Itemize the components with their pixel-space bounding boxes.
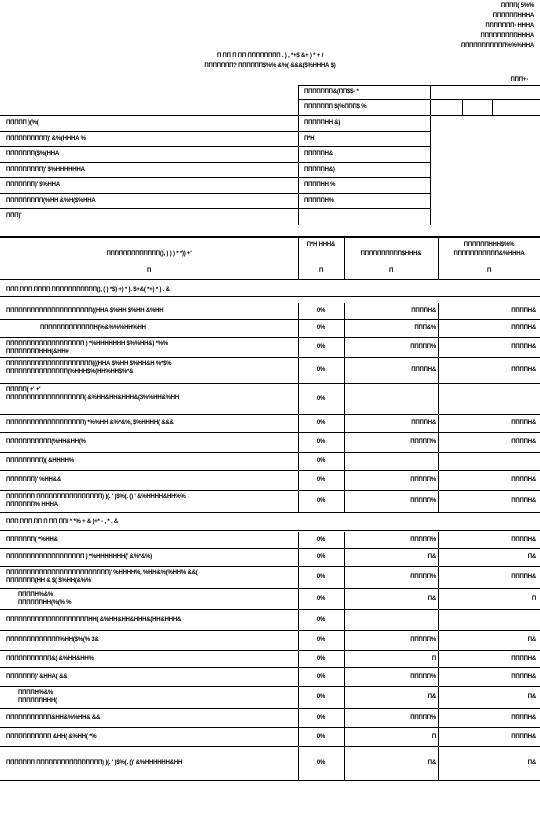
table-rule	[344, 650, 345, 667]
table-rule	[344, 588, 345, 609]
table-rule	[0, 490, 540, 491]
row-label-continued: ППППППППППППППППППП( &%НН&НН&ННН&(3%%НН&%НН	[6, 395, 180, 401]
header-right-line: ПППП( 5%%	[500, 3, 534, 9]
table-rule	[438, 414, 439, 432]
info-mid-label: П*Н	[304, 136, 315, 142]
table-rule	[438, 303, 439, 319]
row-previous-value: П&	[527, 637, 536, 643]
row-label: ППППППППП)( &НННН%	[6, 458, 74, 464]
table-rule	[438, 432, 439, 452]
table-rule	[438, 686, 439, 708]
info-mid-label: ППППНН %	[304, 182, 336, 188]
table-rule	[344, 490, 345, 512]
row-label: ППППППП( *%НН&	[6, 537, 58, 543]
row-label: ПППППППППППППН(%&%%%НН%НН	[40, 325, 146, 331]
info-right-label: ППППППП&(ПП$$- *	[304, 89, 359, 95]
table-rule	[344, 667, 345, 686]
row-previous-value: ППППН&	[511, 477, 536, 483]
row-previous-value: ППППН&	[511, 344, 536, 350]
table-rule	[438, 452, 439, 470]
row-current-value: ППППП%	[410, 498, 436, 504]
row-previous-value: ППППН&	[511, 439, 536, 445]
row-label-continued: ППППППНН(%(% %	[18, 600, 72, 606]
row-label: ППППН%&%	[18, 592, 53, 598]
table-rule	[438, 746, 439, 780]
row-previous-value: ППППН&	[511, 714, 536, 721]
row-label-continued: ППППППП(НН & $( $%НН(&%%	[6, 578, 92, 584]
table-rule	[0, 512, 540, 513]
info-right-label: ППППППП $(%ППП$ %	[304, 104, 367, 110]
table-rule	[344, 727, 345, 746]
table-rule	[0, 588, 540, 589]
row-current-value: ППППП%	[410, 574, 436, 580]
table-rule	[438, 727, 439, 746]
section-heading: ППП ППП ПП П ПП ПП/ * *% + & )+* - , * . &	[6, 519, 119, 525]
section-heading: ППП ППП ПППП ППППППППППП(), ( ) *$) +) * ). $+&( *+) * ) . &	[6, 287, 170, 293]
table-rule	[0, 727, 540, 728]
table-rule	[438, 470, 439, 490]
table-rule	[0, 296, 540, 297]
table-rule	[344, 532, 345, 548]
table-rule	[438, 337, 439, 357]
table-rule	[344, 746, 345, 780]
row-code: 0%	[316, 439, 326, 445]
row-current-value: ППППП%	[410, 714, 436, 721]
row-current-value: ППППП%	[410, 637, 436, 643]
row-current-value: ППП&%	[414, 325, 436, 331]
row-label: ППППН%&%	[18, 690, 53, 696]
table-rule	[0, 667, 540, 668]
row-code: 0%	[316, 673, 326, 680]
row-previous-value: ППППН&	[511, 655, 536, 662]
row-code: 0%	[316, 616, 326, 623]
table-rule	[344, 337, 345, 357]
table-rule	[0, 530, 540, 531]
row-current-value: ППППП%	[410, 537, 436, 543]
row-previous-value: ППППН&	[511, 498, 536, 504]
table-rule	[0, 279, 540, 280]
row-code: 0%	[316, 420, 326, 426]
table-rule	[0, 686, 540, 687]
table-rule	[0, 566, 540, 567]
table-rule	[0, 708, 540, 709]
row-previous-value: ППППН&	[511, 733, 536, 740]
row-code: 0%	[316, 498, 326, 504]
row-code: 0%	[316, 458, 326, 464]
table-rule	[344, 357, 345, 383]
row-label: ППППППППППППППППППП ) *%ННННННН $%%НН&) *%%	[6, 341, 169, 347]
table-rule	[344, 236, 345, 279]
row-label: ППППППППППППП%НН($%(% 3&	[6, 637, 99, 643]
table-rule	[438, 532, 439, 548]
row-code: 0%	[316, 477, 326, 483]
col-header-previous: ППППППННН$%% ППППППППППП&%НННА	[453, 242, 525, 257]
table-rule	[344, 303, 345, 319]
table-rule	[0, 630, 540, 631]
info-left-label: ПППППППППП)' &%(НННА %	[6, 136, 86, 142]
col-header-sub: П	[388, 268, 394, 274]
table-rule	[0, 780, 540, 781]
table-rule	[344, 609, 345, 630]
row-label-continued: ППППППППППППППП(%ННН$%(НН%НН$%*&	[6, 369, 134, 375]
row-code: 0%	[316, 344, 326, 350]
row-current-value: П	[431, 733, 436, 740]
info-mid-label: ПППППН&	[304, 151, 333, 157]
table-rule	[344, 566, 345, 588]
row-previous-value: П	[531, 595, 536, 602]
table-rule	[438, 609, 439, 630]
document-title: П ПП П ПП ПППППППП . ) , *+$ &+ ) * + /	[216, 53, 324, 59]
table-rule	[0, 548, 540, 549]
table-rule	[344, 319, 345, 337]
table-rule	[0, 383, 540, 384]
col-header-sub: П	[486, 268, 492, 274]
info-left-label: ППППППП($%(ННА	[6, 151, 60, 157]
row-code: 0%	[316, 395, 326, 402]
table-rule	[438, 490, 439, 512]
table-rule	[0, 319, 540, 320]
table-rule	[344, 686, 345, 708]
row-previous-value: П&	[527, 694, 536, 700]
row-label: ППППППППППППППППППППНН( &%НН&НН&ННН&(НН&ННН&	[6, 616, 182, 623]
row-current-value: ППППП%	[410, 477, 436, 483]
table-rule	[438, 383, 439, 414]
info-mid-label: ПППППН%	[304, 198, 334, 204]
header-right-line: ППППППП- НННА	[485, 23, 534, 29]
row-label: ППППППППППППППППППППП(((ННА $%НН $%НН&Н %*$%	[6, 361, 172, 367]
table-rule	[344, 548, 345, 566]
table-rule	[0, 432, 540, 433]
row-previous-value: ППППН&	[511, 537, 536, 543]
row-code: 0%	[316, 733, 326, 740]
row-previous-value: ППППН&	[511, 367, 536, 373]
table-rule	[344, 630, 345, 650]
row-code: 0%	[316, 537, 326, 543]
col-header-current: ПППППППППП$ННН&	[360, 251, 422, 257]
info-left-label: ППППППППП)' $%ННННННА	[6, 167, 85, 173]
table-rule	[438, 708, 439, 727]
row-code: 0%	[316, 308, 326, 314]
table-rule	[438, 236, 439, 279]
table-rule	[344, 383, 345, 414]
info-left-label: ППП)'	[6, 213, 22, 219]
row-previous-value: ППППН&	[511, 574, 536, 580]
row-current-value: ППППН&	[411, 420, 436, 426]
table-rule	[438, 650, 439, 667]
row-label-continued: ППППППП% НННА	[6, 502, 58, 508]
row-current-value: ППППН&	[411, 308, 436, 314]
row-previous-value: П&	[527, 760, 536, 766]
col-header-sub: П	[146, 268, 152, 274]
table-rule	[0, 746, 540, 747]
row-label-continued: ППППППННН(	[18, 698, 57, 704]
col-header-sub: П	[318, 268, 324, 274]
row-label: ППППППППППППППППППППП((ННА $%НН $%НН &%НН	[6, 308, 164, 314]
row-code: 0%	[316, 325, 326, 331]
table-rule	[438, 588, 439, 609]
row-code: 0%	[316, 554, 326, 560]
row-code: 0%	[316, 714, 326, 721]
row-label: ППППППППППП(%НН&НН(%	[6, 439, 86, 445]
row-current-value: ППППП%	[410, 673, 436, 680]
table-rule	[344, 414, 345, 432]
info-mid-label: ПППППН&)	[304, 167, 335, 173]
table-rule	[438, 548, 439, 566]
header-right-line: ППППППНННА	[492, 13, 534, 19]
row-code: 0%	[316, 694, 326, 700]
info-left-label: ППППП )(%(	[6, 120, 39, 126]
table-rule	[0, 357, 540, 358]
row-label: ППППППППППП&НН&%%НН& &&	[6, 714, 101, 721]
row-previous-value: ППППН&	[511, 308, 536, 314]
header-right-line: ПППППППППНННА	[480, 33, 534, 39]
table-rule	[0, 337, 540, 338]
info-mid-label: ПППППНН &)	[304, 120, 341, 126]
row-current-value: П&	[427, 595, 436, 602]
row-label: ППППППППППППППППППП ) *%ННННННН(' &%*&%)	[6, 554, 153, 560]
row-code: 0%	[316, 574, 326, 580]
row-label: ППППППППППППППППППП) *%%НН &%*&%, $%НННН( &&&	[6, 420, 174, 426]
row-code: 0%	[316, 760, 326, 766]
row-label: ППППППППППППППППППППППППП)' %НННН%, %НН&%(%НН% &&(	[6, 570, 198, 576]
table-rule	[344, 432, 345, 452]
row-code: 0%	[316, 637, 326, 643]
col-header-code: П*Н ННН&	[306, 242, 336, 248]
table-rule	[344, 708, 345, 727]
table-rule	[438, 630, 439, 650]
info-left-label: ППППППППП(%НН &%Н($%ННА	[6, 198, 96, 204]
row-current-value: П&	[427, 554, 436, 560]
row-label: ППППППППППП &НН( &%НН( *%	[6, 733, 97, 740]
header-right-line: ППППППППППП%%%ННА	[460, 43, 534, 49]
row-label: ППППППП ПППППППППППППППП) )(. ' )$%(. () ' &%НННН&НН%%	[6, 494, 186, 500]
row-label: ППППП( +' +'	[6, 387, 41, 393]
row-code: 0%	[316, 595, 326, 602]
row-current-value: ППППП%	[410, 344, 436, 350]
table-rule	[0, 609, 540, 610]
row-current-value: П	[431, 655, 436, 662]
table-rule	[0, 414, 540, 415]
row-label: ППППППП)' %НН&&	[6, 477, 61, 483]
col-header-name: ППППППППППППП(), ) ) ) * *)) +'	[106, 251, 192, 257]
row-previous-value: ППППН&	[511, 325, 536, 331]
table-rule	[0, 236, 540, 238]
row-previous-value: П&	[527, 554, 536, 560]
table-rule	[438, 357, 439, 383]
table-rule	[0, 470, 540, 471]
row-current-value: ППППП%	[410, 439, 436, 445]
table-rule	[344, 452, 345, 470]
document-subtitle: ППППППП? ПППППП$%% &%( &&&($%НННА $)	[204, 63, 336, 69]
row-previous-value: ППППН&	[511, 420, 536, 426]
table-rule	[298, 236, 299, 279]
row-current-value: П&	[427, 694, 436, 700]
row-current-value: ППППН&	[411, 367, 436, 373]
form-code: ППП+-	[510, 77, 528, 83]
row-label: ППППППП ПППППППППППППППП) )(. ' )$%(. ()' &%НННННН&НН	[6, 760, 183, 766]
table-rule	[438, 319, 439, 337]
row-label-continued: ППППППППННН(&НН#	[6, 349, 69, 355]
table-rule	[438, 566, 439, 588]
table-rule	[438, 667, 439, 686]
table-rule	[0, 650, 540, 651]
row-code: 0%	[316, 367, 326, 373]
table-rule	[344, 470, 345, 490]
info-left-label: ППППППП)' $%ННА	[6, 182, 60, 188]
table-rule	[0, 452, 540, 453]
row-label: ППППППП)' &ННА( &&	[6, 673, 68, 680]
row-code: 0%	[316, 655, 326, 662]
row-label: ППППППППППП&( &%НН&НН%	[6, 655, 94, 662]
row-current-value: П&	[427, 760, 436, 766]
row-previous-value: ППППН&	[511, 673, 536, 680]
